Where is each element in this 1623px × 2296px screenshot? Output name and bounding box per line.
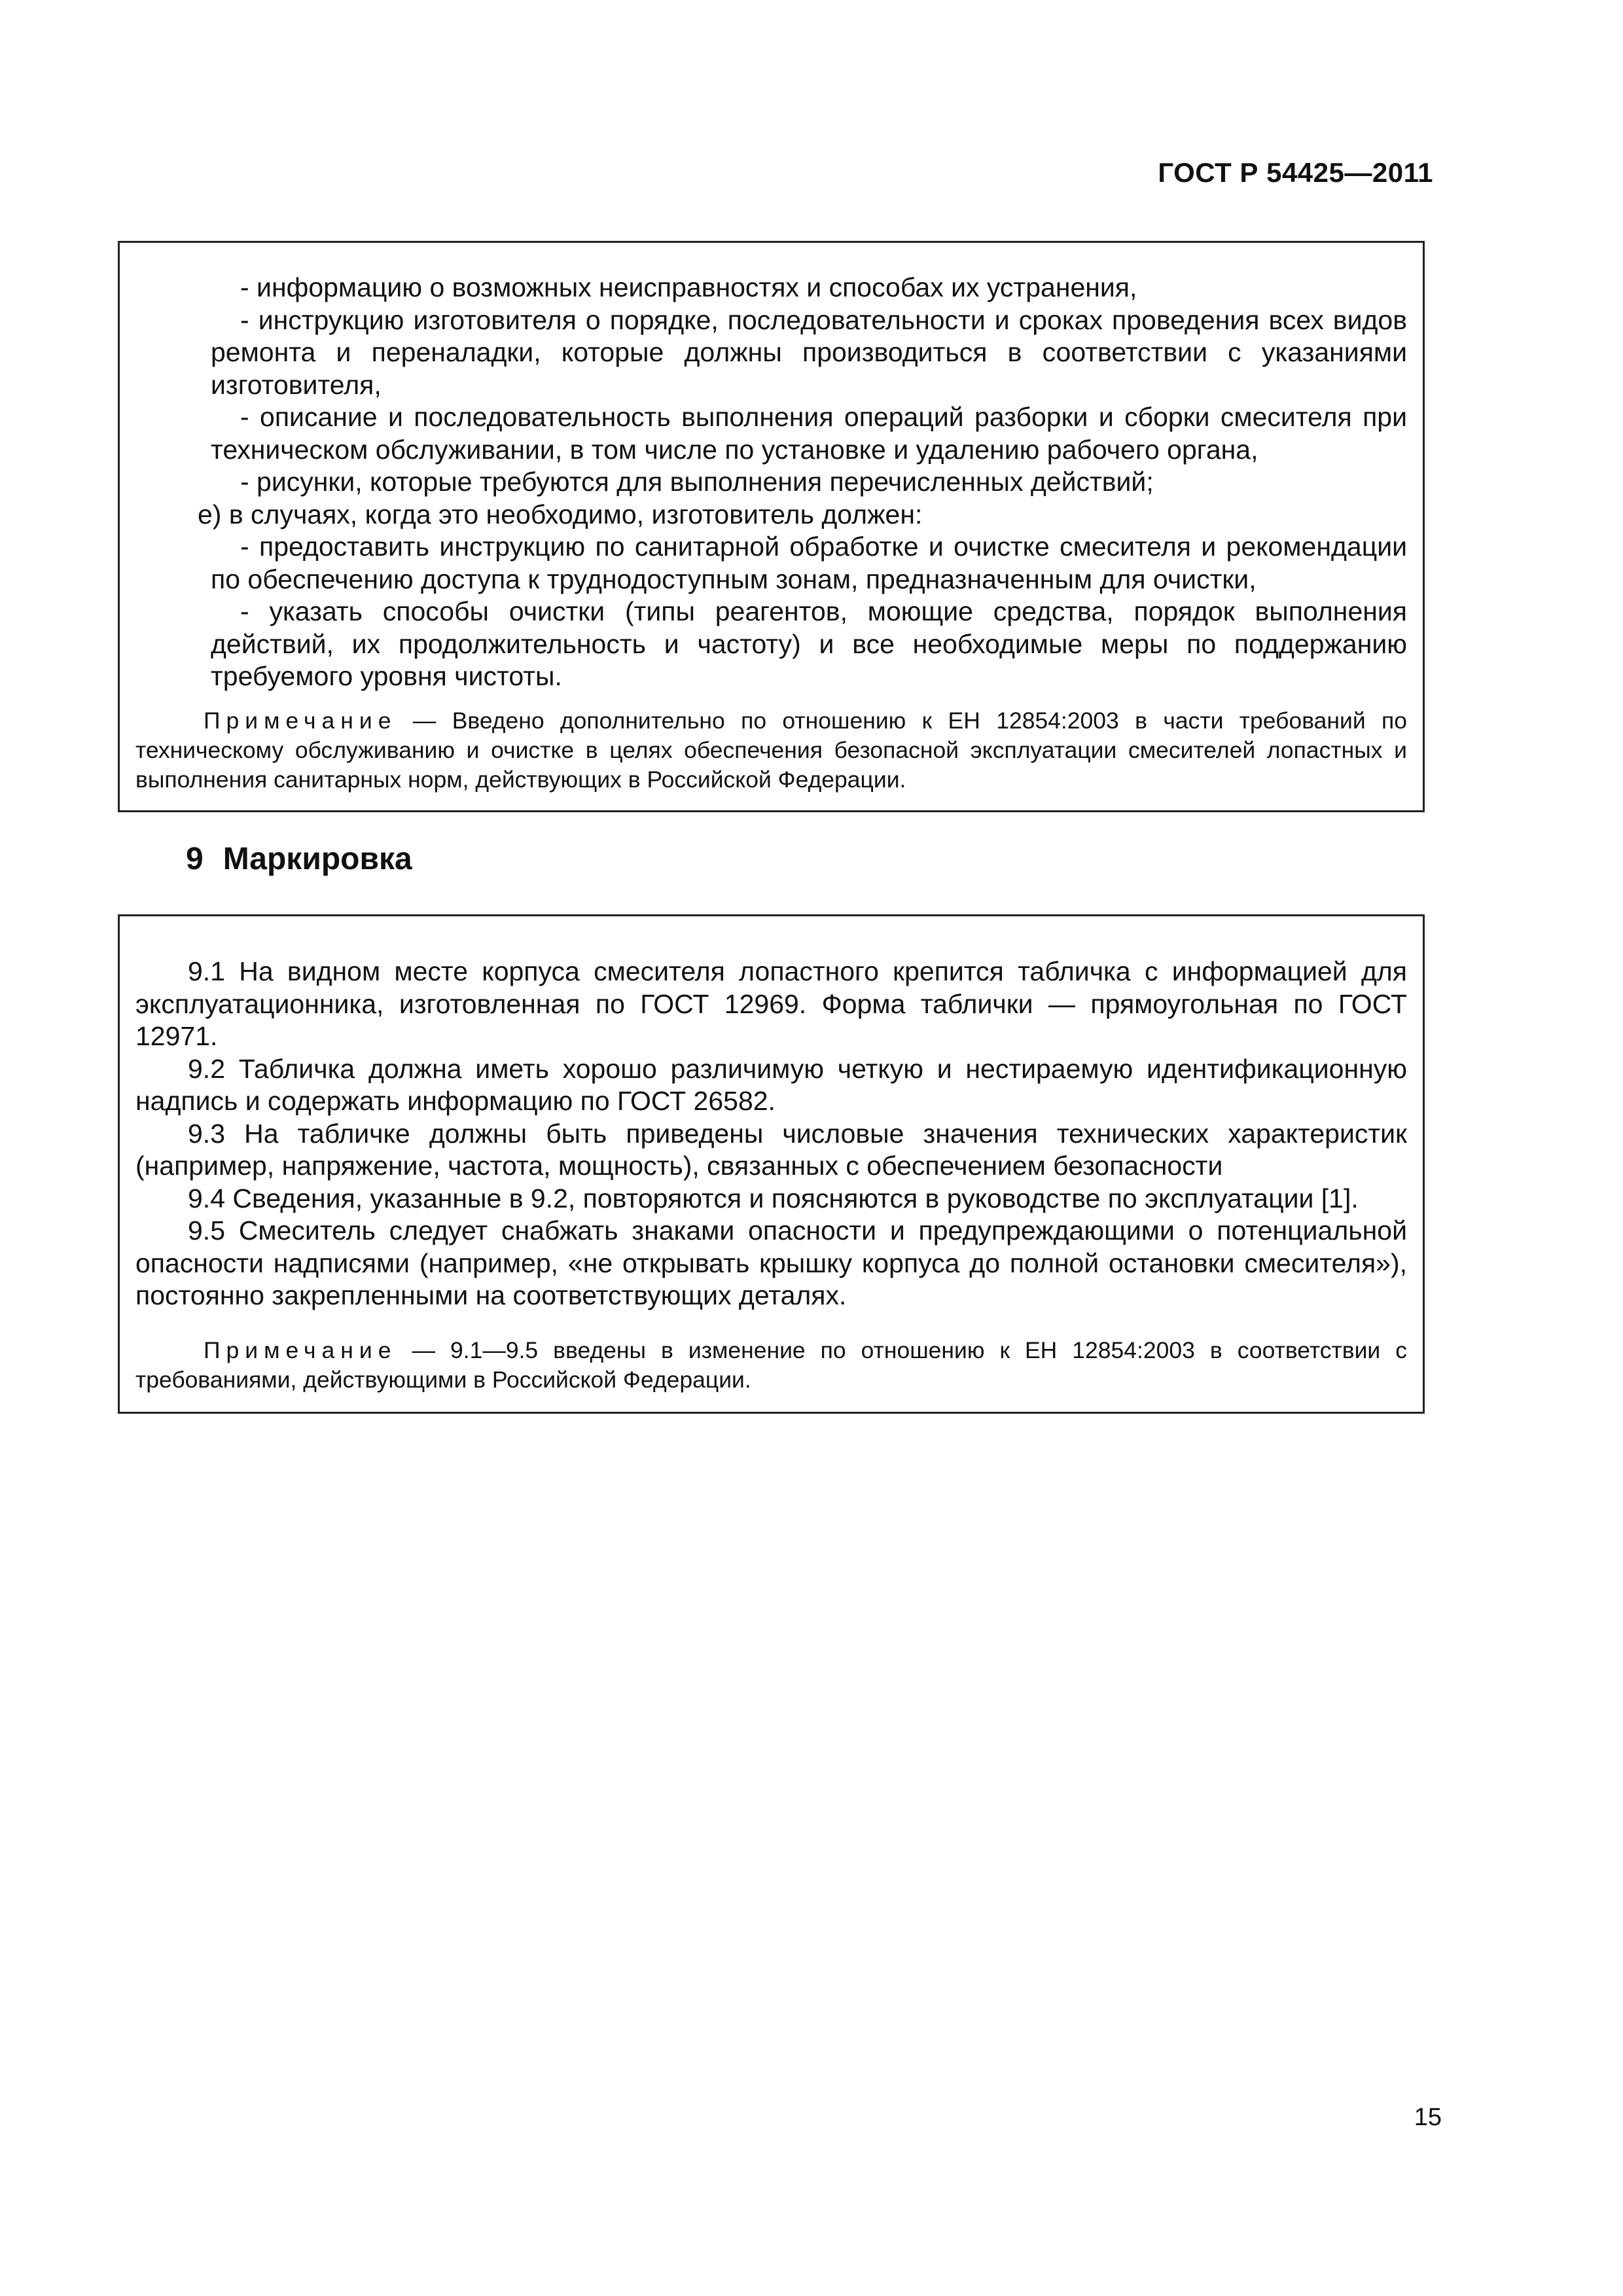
clause-9-5: 9.5 Смеситель следует снабжать знаками опасности и предупреждающими о потенциальной опасности надписями (например, «не открывать крышку корпуса до полной остановки смесителя»), постоянно закрепленными на соответствующих деталях. [135, 1215, 1407, 1310]
document-code-header: ГОСТ Р 54425—2011 [1158, 157, 1433, 188]
clause-9-3: 9.3 На табличке должны быть приведены числовые значения технических характеристик (например, напряжение, частота, мощность), связанных с обеспечением безопасности [135, 1118, 1407, 1181]
clause-9-1: 9.1 На видном месте корпуса смесителя лопастного крепится табличка с информацией для эксплуатационника, изготовленная по ГОСТ 12969. Форма таблички — прямоугольная по ГОСТ 12971. [135, 956, 1407, 1051]
amendment-frame-maintenance [118, 241, 1425, 812]
list-item: - информацию о возможных неисправностях и способах их устранения, [240, 272, 1137, 302]
clause-9-2: 9.2 Табличка должна иметь хорошо различимую четкую и нестираемую идентификационную надпись и содержать информацию по ГОСТ 26582. [135, 1053, 1407, 1116]
note [135, 1336, 1407, 1395]
note-text: — Введено дополнительно по отношению к ЕН 12854:2003 в части требований по техническому обслуживанию и очистке в целях обеспечения безопасной эксплуатации смесителей лопастных и выполнения санитарных норм, действующих в Российской Федерации. [135, 707, 1407, 793]
note-label: Примечание [204, 707, 397, 734]
amendment-frame-marking [118, 914, 1425, 1414]
list-item: - указать способы очистки (типы реагентов, моющие средства, порядок выполнения действий, их продолжительность и частоту) и все необходимые меры по поддержанию требуемого уровня чистоты. [211, 596, 1407, 691]
list-item: - описание и последовательность выполнения операций разборки и сборки смесителя при техническом обслуживании, в том числе по установке и удалению рабочего органа, [211, 402, 1407, 465]
list-item: - инструкцию изготовителя о порядке, последовательности и сроках проведения всех видов ремонта и переналадки, которые должны производиться в соответствии с указаниями изготовителя, [211, 304, 1407, 400]
page-number: 15 [1414, 2104, 1442, 2131]
note [135, 706, 1407, 795]
clause-9-4: 9.4 Сведения, указанные в 9.2, повторяются и поясняются в руководстве по эксплуатации [1]. [188, 1183, 1359, 1213]
section-number: 9 [186, 842, 204, 876]
list-item: - рисунки, которые требуются для выполнения перечисленных действий; [240, 467, 1154, 497]
section-heading [186, 841, 412, 877]
note-label: Примечание [204, 1336, 397, 1363]
list-item-e: е) в случаях, когда это необходимо, изготовитель должен: [198, 499, 923, 529]
section-title: Маркировка [223, 842, 412, 876]
note-text: — 9.1—9.5 введены в изменение по отношению к ЕН 12854:2003 в соответствии с требованиями, действующими в Российской Федерации. [135, 1336, 1407, 1393]
list-item: - предоставить инструкцию по санитарной обработке и очистке смесителя и рекомендации по обеспечению доступа к труднодоступным зонам, предназначенным для очистки, [211, 531, 1407, 594]
